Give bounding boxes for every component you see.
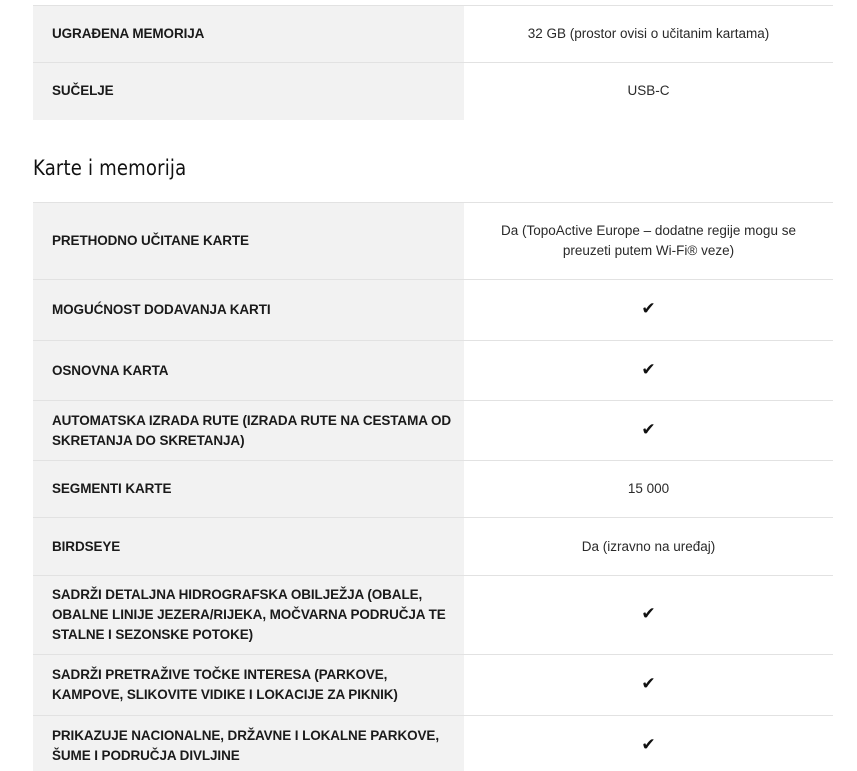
spec-label: PRETHODNO UČITANE KARTE: [33, 203, 464, 280]
table-row: [33, 401, 833, 461]
table-row: [33, 63, 833, 120]
spec-label: SADRŽI PRETRAŽIVE TOČKE INTERESA (PARKOVE, KAMPOVE, SLIKOVITE VIDIKE I LOKACIJE ZA PIKNIK): [33, 655, 464, 716]
table-row: [33, 203, 833, 280]
spec-value: Da (TopoActive Europe – dodatne regije mogu se preuzeti putem Wi-Fi® veze): [464, 203, 833, 280]
spec-value: [464, 341, 833, 401]
checkmark-icon: ✔: [641, 674, 656, 693]
table-row: [33, 6, 833, 63]
checkmark-icon: ✔: [641, 299, 656, 318]
spec-label: OSNOVNA KARTA: [33, 341, 464, 401]
table-row: [33, 655, 833, 716]
section-title: Karte i memorija: [33, 156, 187, 180]
spec-label: SADRŽI DETALJNA HIDROGRAFSKA OBILJEŽJA (OBALE, OBALNE LINIJE JEZERA/RIJEKA, MOČVARNA PODRUČJA TE STALNE I SEZONSKE POTOKE): [33, 576, 464, 655]
spec-label: SEGMENTI KARTE: [33, 461, 464, 518]
spec-value: Da (izravno na uređaj): [464, 518, 833, 576]
spec-label: UGRAĐENA MEMORIJA: [33, 6, 464, 63]
specs-table-maps: [33, 202, 833, 771]
spec-value: [464, 280, 833, 341]
table-row: [33, 576, 833, 655]
spec-label: PRIKAZUJE NACIONALNE, DRŽAVNE I LOKALNE PARKOVE, ŠUME I PODRUČJA DIVLJINE: [33, 716, 464, 771]
table-row: [33, 341, 833, 401]
specs-table-memory: [33, 5, 833, 120]
checkmark-icon: ✔: [641, 734, 656, 754]
spec-label: AUTOMATSKA IZRADA RUTE (IZRADA RUTE NA CESTAMA OD SKRETANJA DO SKRETANJA): [33, 401, 464, 461]
checkmark-icon: ✔: [641, 419, 656, 439]
table-row: [33, 280, 833, 341]
spec-value: 32 GB (prostor ovisi o učitanim kartama): [464, 6, 833, 63]
spec-value: 15 000: [464, 461, 833, 518]
table-row: [33, 716, 833, 771]
spec-value: USB-C: [464, 63, 833, 120]
spec-label: MOGUĆNOST DODAVANJA KARTI: [33, 280, 464, 341]
spec-label: SUČELJE: [33, 63, 464, 120]
spec-value: [464, 655, 833, 716]
table-row: [33, 461, 833, 518]
spec-value: [464, 401, 833, 461]
checkmark-icon: ✔: [641, 359, 656, 379]
spec-value: [464, 716, 833, 771]
checkmark-icon: ✔: [641, 604, 656, 623]
spec-value: [464, 576, 833, 655]
spec-label: BIRDSEYE: [33, 518, 464, 576]
table-row: [33, 518, 833, 576]
